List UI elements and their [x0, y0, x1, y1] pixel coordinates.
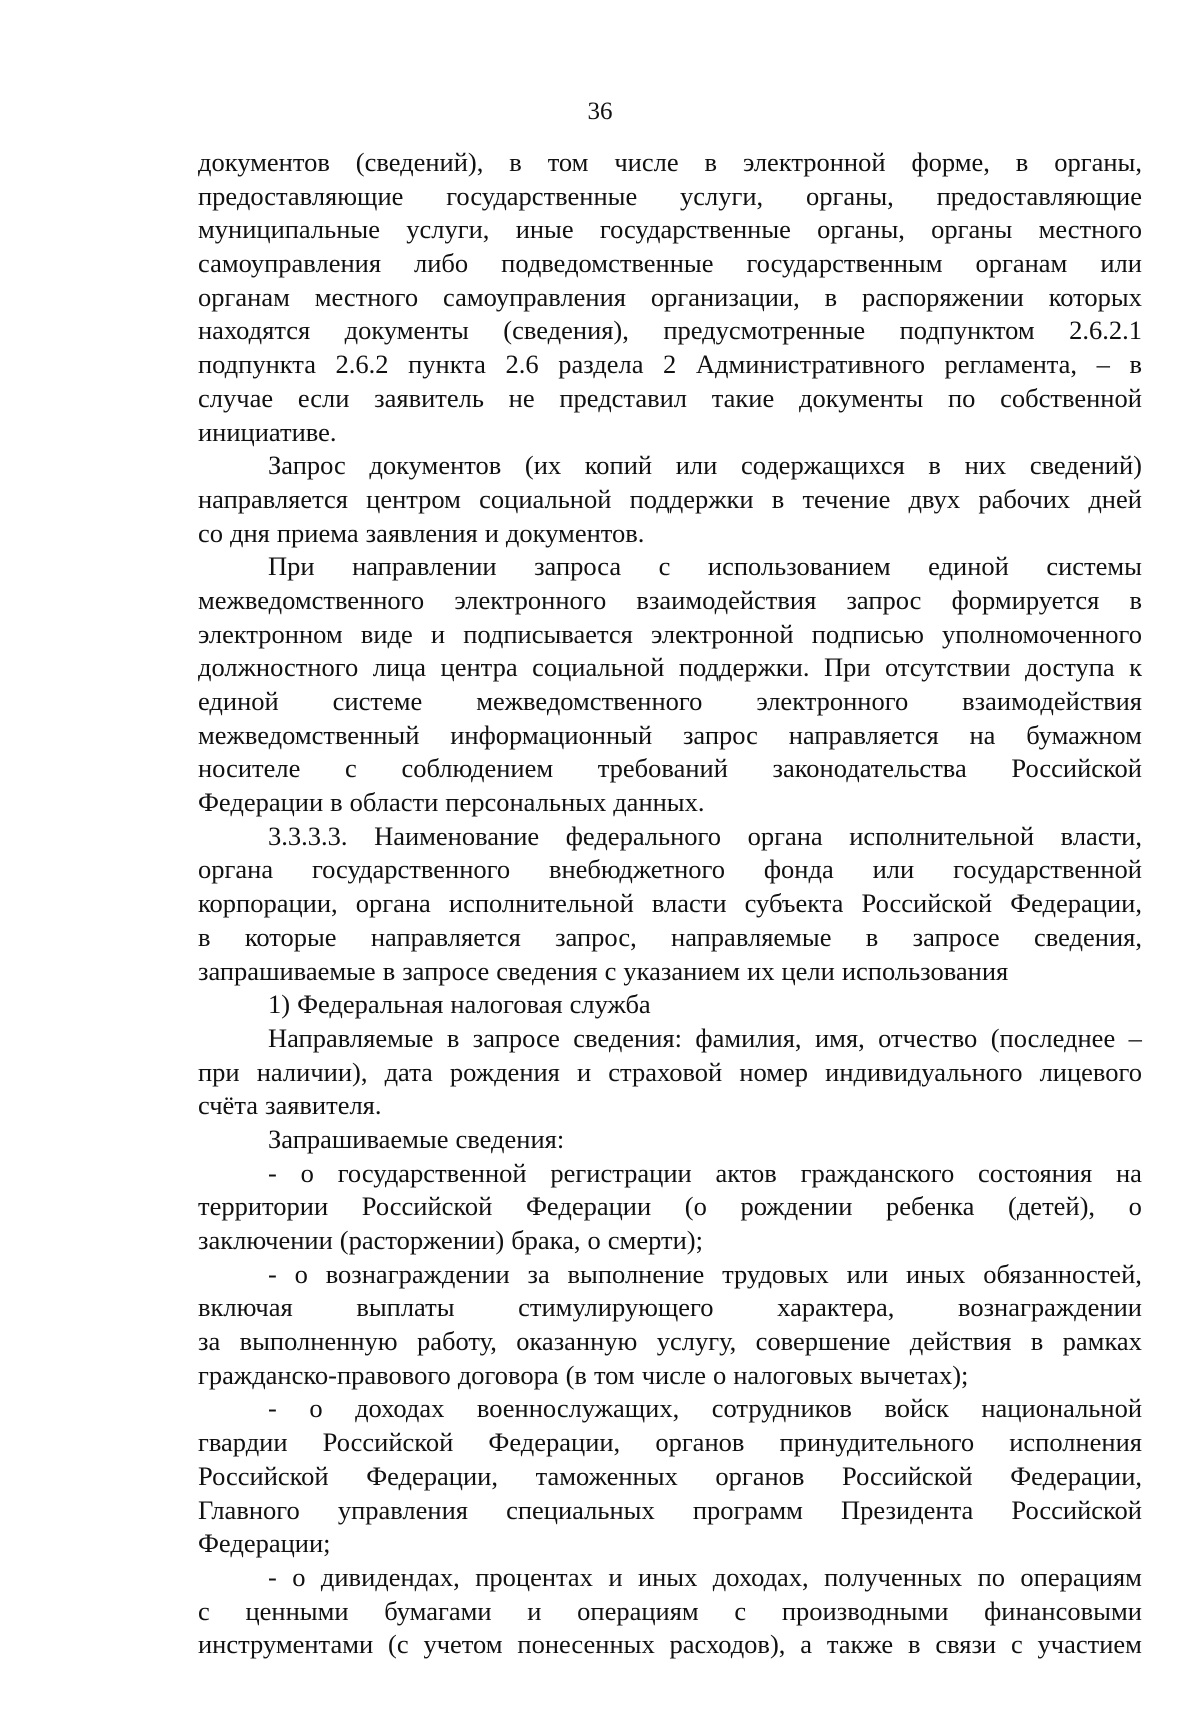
- text-line: инструментами (с учетом понесенных расходов), а также в связи с участием: [198, 1629, 1142, 1660]
- text-line: Федерации;: [198, 1528, 331, 1559]
- text-line: с ценными бумагами и операциям с производными финансовыми: [198, 1595, 1142, 1626]
- text-line: гвардии Российской Федерации, органов принудительного исполнения: [198, 1427, 1142, 1458]
- text-line: Российской Федерации, таможенных органов Российской Федерации,: [198, 1460, 1142, 1491]
- text-line: при наличии), дата рождения и страховой номер индивидуального лицевого: [198, 1056, 1142, 1087]
- text-line: должностного лица центра социальной поддержки. При отсутствии доступа к: [198, 652, 1142, 683]
- text-line: При направлении запроса с использованием единой системы: [268, 551, 1142, 582]
- text-line: Запрашиваемые сведения:: [268, 1123, 565, 1154]
- text-line: в которые направляется запрос, направляемые в запросе сведения,: [198, 921, 1142, 952]
- text-line: электронном виде и подписывается электронной подписью уполномоченного: [198, 618, 1142, 649]
- text-line: случае если заявитель не представил такие документы по собственной: [198, 382, 1142, 413]
- text-line: документов (сведений), в том числе в электронной форме, в органы,: [198, 147, 1142, 177]
- page-number: 36: [587, 98, 613, 125]
- text-line: межведомственного электронного взаимодействия запрос формируется в: [198, 584, 1142, 615]
- text-line: гражданско-правового договора (в том числе о налоговых вычетах);: [198, 1359, 969, 1390]
- text-line: 3.3.3.3. Наименование федерального органа исполнительной власти,: [268, 820, 1142, 851]
- text-line: межведомственный информационный запрос направляется на бумажном: [198, 719, 1142, 750]
- text-line: - о государственной регистрации актов гражданского состояния на: [268, 1157, 1142, 1188]
- text-line: носителе с соблюдением требований законодательства Российской: [198, 753, 1142, 784]
- text-line: органам местного самоуправления организации, в распоряжении которых: [198, 281, 1142, 312]
- text-line: счёта заявителя.: [198, 1090, 382, 1121]
- document-body: [198, 146, 1142, 1662]
- text-line: корпорации, органа исполнительной власти субъекта Российской Федерации,: [198, 888, 1142, 919]
- text-line: Направляемые в запросе сведения: фамилия, имя, отчество (последнее –: [268, 1022, 1142, 1053]
- text-line: органа государственного внебюджетного фонда или государственной: [198, 854, 1142, 885]
- text-line: Главного управления специальных программ Президента Российской: [198, 1494, 1142, 1525]
- text-line: за выполненную работу, оказанную услугу, совершение действия в рамках: [198, 1326, 1142, 1357]
- text-line: - о дивидендах, процентах и иных доходах, полученных по операциям: [268, 1561, 1142, 1592]
- text-line: 1) Федеральная налоговая служба: [268, 989, 651, 1020]
- text-line: территории Российской Федерации (о рождении ребенка (детей), о: [198, 1191, 1142, 1222]
- text-line: - о вознаграждении за выполнение трудовых или иных обязанностей,: [268, 1258, 1142, 1289]
- text-line: подпункта 2.6.2 пункта 2.6 раздела 2 Административного регламента, – в: [198, 349, 1142, 380]
- text-line: направляется центром социальной поддержки в течение двух рабочих дней: [198, 483, 1142, 514]
- text-line: находятся документы (сведения), предусмотренные подпунктом 2.6.2.1: [198, 315, 1142, 346]
- text-line: заключении (расторжении) брака, о смерти);: [198, 1225, 703, 1255]
- text-line: со дня приема заявления и документов.: [198, 517, 645, 548]
- text-line: запрашиваемые в запросе сведения с указанием их цели использования: [198, 955, 1009, 986]
- text-line: Федерации в области персональных данных.: [198, 787, 705, 818]
- text-line: предоставляющие государственные услуги, органы, предоставляющие: [198, 180, 1142, 211]
- text-line: - о доходах военнослужащих, сотрудников войск национальной: [268, 1393, 1142, 1424]
- text-line: Запрос документов (их копий или содержащихся в них сведений): [268, 450, 1142, 481]
- text-line: включая выплаты стимулирующего характера, вознаграждении: [198, 1292, 1142, 1323]
- text-line: самоуправления либо подведомственные государственным органам или: [198, 248, 1142, 279]
- text-line: инициативе.: [198, 416, 337, 447]
- text-line: единой системе межведомственного электронного взаимодействия: [198, 686, 1142, 716]
- text-line: муниципальные услуги, иные государственные органы, органы местного: [198, 214, 1142, 245]
